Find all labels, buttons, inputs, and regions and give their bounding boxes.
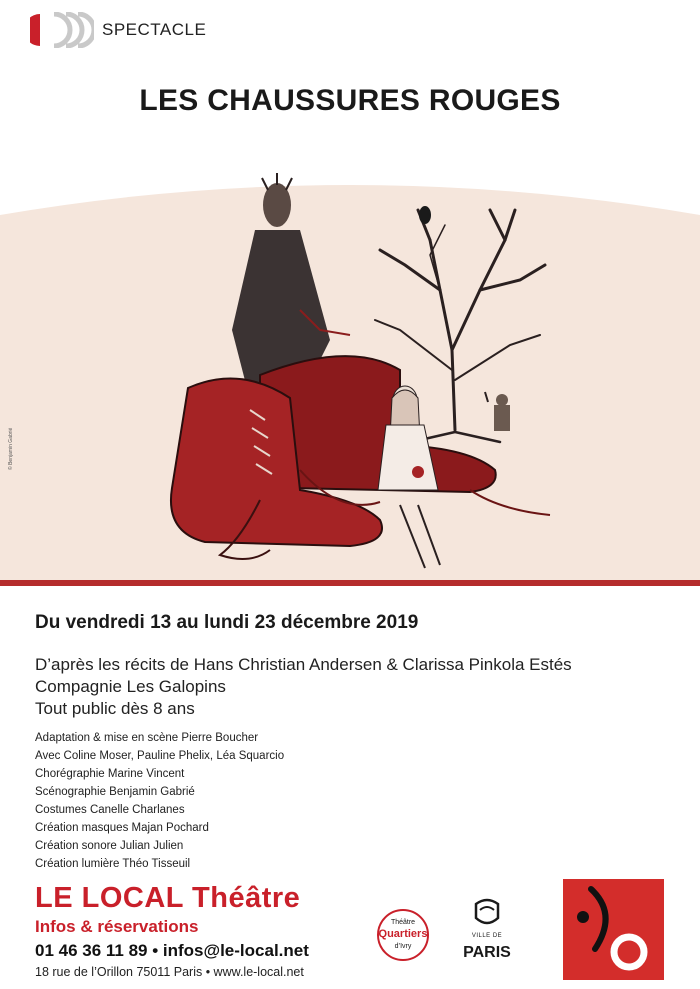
venue-name <box>35 882 300 915</box>
audience-text: Tout public dès 8 ans <box>35 699 195 718</box>
category-label: SPECTACLE <box>102 20 207 39</box>
venue-subtitle: Infos & réservations <box>35 917 199 936</box>
credit-line: Création sonore Julian Julien <box>35 840 184 852</box>
credit-line: Adaptation & mise en scène Pierre Boucher <box>35 732 259 744</box>
credit-line: Avec Coline Moser, Pauline Phelix, Léa Squarcio <box>35 750 285 762</box>
venue-name-part1: LE LOCAL <box>35 882 193 914</box>
poster-illustration <box>0 170 700 590</box>
venue-name-part2: Théâtre <box>192 882 301 914</box>
partner-1-line3: d’Ivry <box>394 943 412 950</box>
partner-1-line2: Quartiers <box>378 928 428 940</box>
paris-text: PARIS <box>463 944 511 961</box>
credit-line: Création masques Majan Pochard <box>35 822 209 834</box>
ville-de-text: VILLE DE <box>471 933 503 939</box>
theatre-quartiers-ivry-logo <box>372 908 434 962</box>
venue-address: 18 rue de l’Orillon 75011 Paris • www.le-local.net <box>35 965 304 979</box>
credit-line: Costumes Canelle Charlanes <box>35 804 185 816</box>
brand-logo-icon <box>30 12 94 48</box>
credit-line: Chorégraphie Marine Vincent <box>35 768 185 780</box>
le-local-logo <box>563 879 664 980</box>
credit-line: Scénographie Benjamin Gabrié <box>35 786 195 798</box>
illustration-credit: © Benjamin Gabrié <box>8 427 14 470</box>
company-text: Compagnie Les Galopins <box>35 677 226 696</box>
crow-drawing <box>419 206 431 224</box>
partner-1-line1: Théâtre <box>390 919 416 926</box>
le-local-logo-icon <box>563 879 664 980</box>
venue-contact: 01 46 36 11 89 • infos@le-local.net <box>35 941 309 960</box>
page-title: LES CHAUSSURES ROUGES <box>139 84 561 117</box>
source-text: D’après les récits de Hans Christian Andersen & Clarissa Pinkola Estés <box>35 655 572 674</box>
credit-line: Création lumière Théo Tisseuil <box>35 858 191 870</box>
event-dates: Du vendredi 13 au lundi 23 décembre 2019 <box>35 612 419 633</box>
illustration-bottom-band <box>0 580 700 586</box>
